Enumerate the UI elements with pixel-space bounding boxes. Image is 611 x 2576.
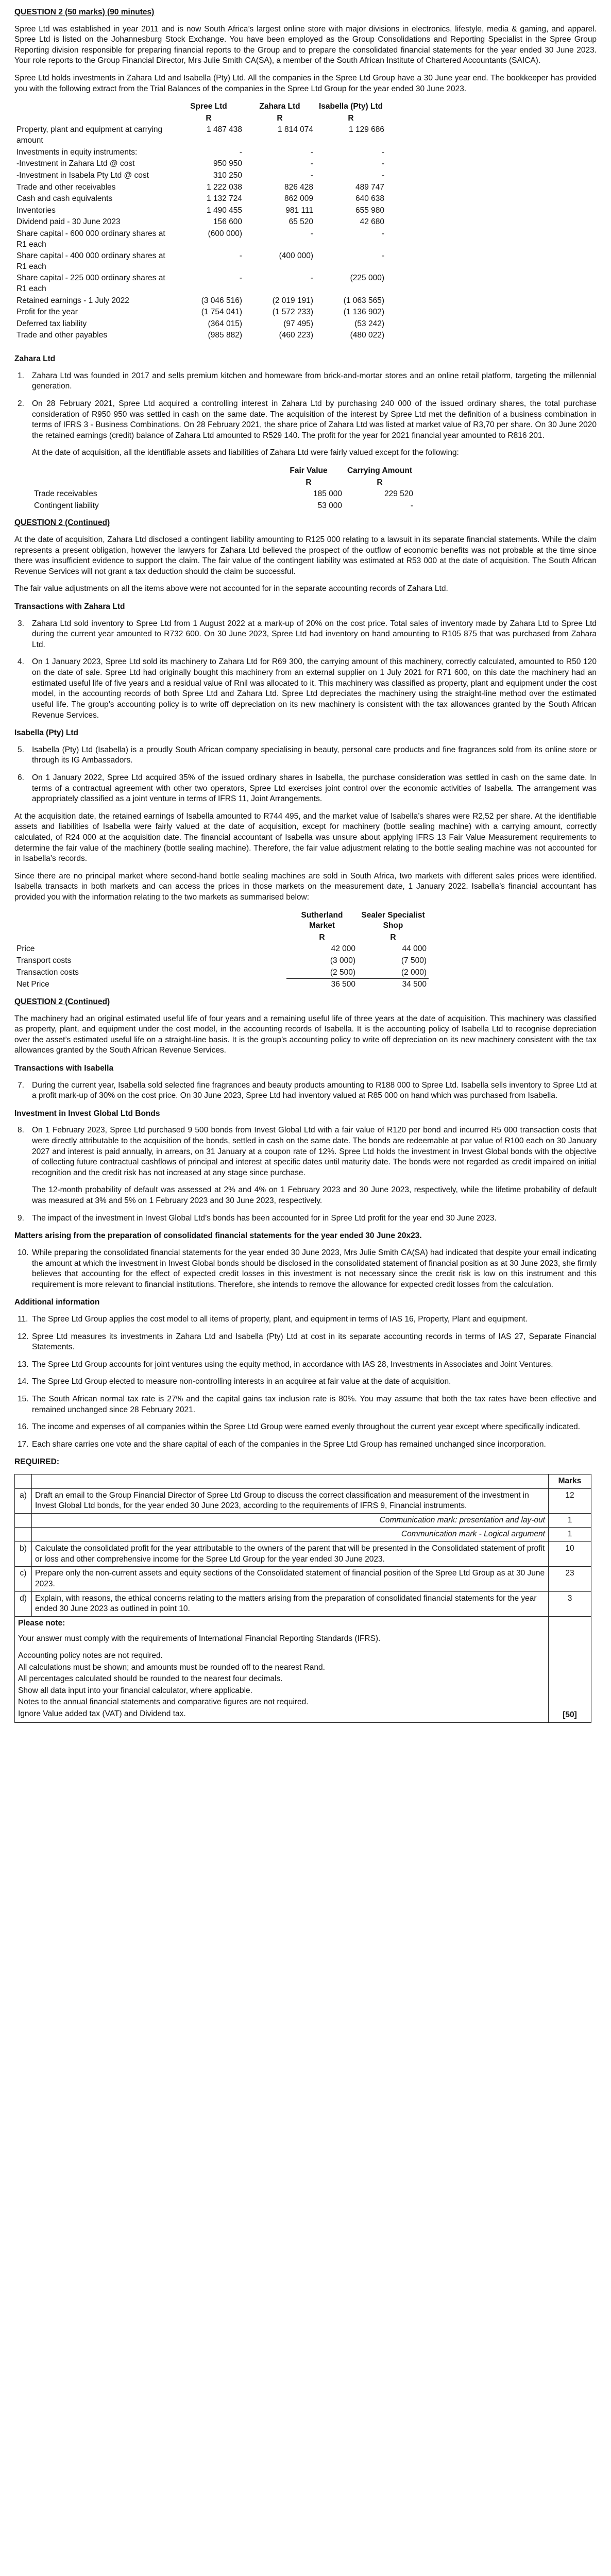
label-cell: -Investment in Zahara Ltd @ cost [16,159,135,168]
value-cell: 1 129 686 [349,125,384,134]
value-cell: (600 000) [208,229,242,238]
column-header [14,910,286,932]
item-number: 17. [18,1439,29,1449]
value-cell: - [381,147,384,157]
numbered-item [14,1394,597,1415]
label-cell: Trade receivables [34,489,97,499]
required-text: Calculate the consolidated profit for the year attributable to the owners of the parent that will be presented in the Consolidated statement of profit or loss and other comprehensive income for the Spree Ltd Group for the year ended 30 June 2023. [32,1542,549,1567]
additional-info-heading: Additional information [14,1298,100,1307]
label-cell: Cash and cash equivalents [16,194,113,204]
column-header: Spree Ltd [190,102,227,111]
label-cell: Contingent liability [34,501,99,510]
item-text: Zahara Ltd sold inventory to Spree Ltd from 1 August 2022 at a mark-up of 20% on the cost price. Total sales of inventory made by Zahara Ltd to Spree Ltd during the current year amounted to R732 600. On 30 June 2023, Spree Ltd had inventory on hand amounting to R105 875 that was purchased from Zahara Ltd. [32,619,597,649]
unit-cell: R [306,478,312,487]
value-cell: (2 000) [358,967,429,979]
table-row [14,943,429,955]
value-cell: 229 520 [384,489,413,499]
numbered-item [14,1377,597,1387]
isabella-acquisition-section [14,811,597,903]
numbered-item [14,1332,597,1353]
column-header: Sutherland Market [301,910,343,930]
table-unit-row [14,113,386,125]
value-cell: 826 428 [284,182,313,192]
table-row [14,979,429,991]
value-cell: 310 250 [213,171,242,180]
table-row [32,500,415,512]
please-note-label: Please note: [18,1618,65,1628]
numbered-item [14,1439,597,1450]
required-marks: 23 [549,1567,591,1591]
value-cell: - [310,274,313,283]
unit-cell: R [377,478,383,487]
table-row [14,182,386,194]
value-cell: 655 980 [355,206,384,215]
table-row [14,170,386,182]
column-header: Carrying Amount [347,466,412,475]
label-cell: Trade and other receivables [16,182,116,192]
table-unit-row [32,477,415,489]
total-marks: [50] [549,1616,591,1722]
label-cell: Share capital - 400 000 ordinary shares at R1 each [16,251,165,271]
value-cell: - [381,171,384,180]
value-cell: (53 242) [354,319,384,328]
value-cell: 981 111 [285,206,313,215]
markets-table [14,910,429,991]
label-cell: Profit for the year [16,308,78,317]
required-row [15,1528,591,1542]
value-cell: - [381,251,384,261]
value-cell: 489 747 [355,182,384,192]
value-cell: (1 754 041) [201,308,242,317]
item-text: Each share carries one vote and the share capital of each of the companies in the Spree Ltd Group has remained unchanged since incorporation. [32,1439,546,1449]
table-row [14,147,386,159]
invest-global-impact [14,1213,597,1224]
column-header [32,465,273,477]
value-cell: (3 046 516) [201,296,242,305]
isabella-heading: Isabella (Pty) Ltd [14,728,79,738]
table-row [14,307,386,318]
item-text: The Spree Ltd Group accounts for joint ventures using the equity method, in accordance with IAS 28, Investments in Associates and Joint Ventures. [32,1360,553,1369]
label-cell: Investments in equity instruments: [16,147,138,157]
item-text: Isabella (Pty) Ltd (Isabella) is a proudly South African company specialising in beauty, personal care products and fine fragrances sold from its online store or through its IG Ambassadors. [32,745,597,765]
item-text: While preparing the consolidated financial statements for the year ended 30 June 2023, Mrs Julie Smith CA(SA) had indicated that despite your email indicating the amount at which the investment in Invest Global bonds should be disclosed in the consolidated statement of financial position as at 30 June 2023, she firmly believes that accounting for the effect of expected credit losses in this investment is not necessary since the credit risk is low on this instrument and this requirement is more relevant to financial institutions. Therefore, she intends to remove the allowance for expected credit losses from the calculation. [32,1248,597,1289]
label-cell: Net Price [16,980,49,989]
item-number: 12. [18,1332,29,1341]
value-cell: 42 680 [360,217,384,227]
zahara-heading: Zahara Ltd [14,354,56,364]
item-text: Zahara Ltd was founded in 2017 and sells premium kitchen and homeware from brick-and-mortar stores and an online retail platform, targeting the millennial generation. [32,371,597,391]
matters-arising-heading: Matters arising from the preparation of consolidated financial statements for the year ended 30 June 20x23. [14,1231,422,1241]
machinery-section [14,1014,597,1056]
value-cell: 36 500 [286,979,358,991]
numbered-item [14,1213,597,1224]
empty-cell [15,1475,32,1489]
contingent-liability-section [14,535,597,595]
note-line: Your answer must comply with the requirements of International Financial Reporting Standards (IFRS). [18,1634,381,1643]
table-row [14,228,386,250]
item-number: 10. [18,1248,29,1257]
note-line: Accounting policy notes are not required. [18,1651,163,1660]
table-row [14,318,386,330]
item-number: 5. [18,745,24,754]
notes-cell [15,1616,549,1722]
table-row [14,330,386,342]
table-header-row [32,465,415,477]
value-cell: (2 019 191) [272,296,313,305]
paragraph: Since there are no principal market where second-hand bottle sealing machines are sold in South Africa, two markets with different sales prices were identified. Isabella transacts in both markets and can access the prices in those markets on the measurement date, 1 January 2022. Isabella’s financial accountant has provided you with the information relating to the two markets as summarised below: [14,871,597,902]
label-cell: Deferred tax liability [16,319,87,328]
required-header-row [15,1475,591,1489]
value-cell: (1 136 902) [343,308,384,317]
value-cell: 44 000 [402,944,427,954]
paragraph: The fair value adjustments on all the items above were not accounted for in the separate accounting records of Zahara Ltd. [14,584,448,594]
table-row [14,967,429,979]
column-header [14,101,173,113]
value-cell: 65 520 [288,217,313,227]
label-cell: Retained earnings - 1 July 2022 [16,296,129,305]
required-letter: b) [15,1542,32,1567]
transactions-zahara-heading: Transactions with Zahara Ltd [14,602,125,612]
table-row [14,205,386,217]
zahara-transactions [14,619,597,721]
continued-heading-1: QUESTION 2 (Continued) [14,518,110,528]
unit-cell: R [390,933,396,942]
required-heading: REQUIRED: [14,1458,59,1467]
item-text: The income and expenses of all companies within the Spree Ltd Group were earned evenly throughout the current year except where specifically indicated. [32,1422,581,1432]
item-text: The impact of the investment in Invest Global Ltd’s bonds has been accounted for in Spree Ltd profit for the year end 30 June 2023. [32,1213,497,1223]
value-cell: 1 814 074 [278,125,313,134]
numbered-item [14,619,597,651]
item-text: The Spree Ltd Group elected to measure non-controlling interests in an acquiree at fair value at the date of acquisition. [32,1377,451,1386]
value-cell: - [381,229,384,238]
notes-row [15,1616,591,1722]
probability-of-default-text: The 12-month probability of default was assessed at 2% and 4% on 1 February 2023 and 30 June 2023, respectively, while the lifetime probability of default was measured at 3% and 5% on 1 February 2023 and 30 June 2023, respectively. [32,1185,597,1206]
item-number: 2. [18,399,24,408]
table-row [14,295,386,307]
item-number: 6. [18,773,24,782]
label-cell: Transport costs [16,956,72,965]
value-cell: (3 000) [330,956,355,965]
value-cell: - [310,159,313,168]
numbered-item [14,1422,597,1433]
additional-info-items [14,1314,597,1450]
transactions-isabella-heading: Transactions with Isabella [14,1063,114,1073]
value-cell: 185 000 [313,489,342,499]
numbered-item [14,745,597,766]
fair-value-intro: At the date of acquisition, all the identifiable assets and liabilities of Zahara Ltd were fairly valued except for the following: [32,448,459,457]
numbered-item [14,1248,597,1290]
item-text: During the current year, Isabella sold selected fine fragrances and beauty products amounting to R188 000 to Spree Ltd. Isabella sells inventory to Spree Ltd at a profit mark-up of 30% on the cost price. On 30 June 2023, Spree Ltd had inventory valued at R85 000 on hand which was purchased from Isabella. [32,1080,597,1100]
required-marks: 1 [549,1513,591,1528]
value-cell: 640 638 [355,194,384,204]
unit-cell: R [277,113,283,123]
paragraph: At the date of acquisition, Zahara Ltd disclosed a contingent liability amounting to R125 000 relating to a lawsuit in its separate financial statements. While the claim represents a present obligation, however the lawyers for Zahara Ltd believed the prospect of the outflow of economic benefits was not probable at the time since there was insufficient evidence to support the claim. The fair value of the contingent liability was estimated at R53 000 at the date of acquisition. The South African Revenue Services will not grant a tax deduction should the claim be successful. [14,535,597,576]
required-row [15,1567,591,1591]
marks-header: Marks [549,1475,591,1489]
table-unit-row [14,932,429,944]
invest-global-items [14,1125,597,1178]
value-cell: - [239,251,242,261]
value-cell: 156 600 [213,217,242,227]
unit-cell: R [206,113,212,123]
value-cell: 42 000 [331,944,355,954]
table-row [14,216,386,228]
value-cell: (364 015) [208,319,242,328]
value-cell: 1 222 038 [207,182,242,192]
value-cell: (7 500) [401,956,427,965]
paragraph: The machinery had an original estimated useful life of four years and a remaining useful life of three years at the date of acquisition. This machinery was classified as property, plant, and equipment under the cost model, in the accounting records of Isabella. It is the accounting policy of Isabella Ltd to recognise depreciation over the asset’s estimated useful life on a straight-line basis. It is the group’s accounting policy to write off depreciation on its new machinery consistent with the tax allowances granted by the South African Revenue Services. [14,1014,597,1055]
table-row [14,124,386,146]
value-cell: (480 022) [350,331,384,340]
item-text: On 28 February 2021, Spree Ltd acquired a controlling interest in Zahara Ltd by purchasing 240 000 of the issued ordinary shares, the total purchase consideration of R950 950 was settled in cash on the same date. The acquisition of the interest by Spree Ltd met the definition of a business combination in terms of IFRS 3 - Business Combinations. On 28 February 2021, the share price of Zahara Ltd was listed at market value of R3,70 per share. On 30 June 2020 the retained earnings (credit) balance of Zahara Ltd amounted to R529 140. The profit for the year for 2021 financial year amounted to R816 201. [32,399,597,440]
value-cell: (460 223) [279,331,313,340]
required-table [14,1474,591,1723]
unit-cell: R [319,933,325,942]
value-cell: (97 495) [283,319,313,328]
table-header-row [14,101,386,113]
isabella-items [14,745,597,805]
paragraph: Spree Ltd was established in year 2011 and is now South Africa’s largest online store with major divisions in electronics, lifestyle, media & gaming, and apparel. Spree Ltd is listed on the Johannesburg Stock Exchange. You have been employed as the Group Consolidations and Reporting Specialist in the Spree Group Reporting division responsible for preparing financial reports to the Group and to prepare the consolidated financial statements for the year ended 30 June 2023. Your role reports to the Group Financial Director, Mrs Julie Smith CA(SA), a member of the South African Institute of Chartered Accountants (SAICA). [14,24,597,65]
numbered-item [14,371,597,392]
isabella-transactions [14,1080,597,1101]
numbered-item [14,773,597,805]
value-cell: (2 500) [286,967,358,979]
value-cell: 862 009 [284,194,313,204]
matters-arising-items [14,1248,597,1290]
item-number: 7. [18,1080,24,1090]
value-cell: (1 572 233) [272,308,313,317]
continued-heading-2: QUESTION 2 (Continued) [14,997,110,1006]
label-cell: Dividend paid - 30 June 2023 [16,217,121,227]
value-cell: - [310,171,313,180]
item-text: Spree Ltd measures its investments in Zahara Ltd and Isabella (Pty) Ltd at cost in its separate accounting records in terms of IAS 27, Separate Financial Statements. [32,1332,597,1352]
required-marks: 1 [549,1528,591,1542]
note-line: Ignore Value added tax (VAT) and Dividend tax. [18,1709,186,1718]
item-number: 1. [18,371,24,380]
numbered-item [14,1125,597,1178]
value-cell: (985 882) [208,331,242,340]
value-cell: 1 132 724 [207,194,242,204]
table-header-row [14,910,429,932]
item-number: 9. [18,1213,24,1223]
note-line: All percentages calculated should be rounded to the nearest four decimals. [18,1674,283,1684]
value-cell: 53 000 [317,501,342,510]
value-cell: (1 063 565) [343,296,384,305]
required-marks: 10 [549,1542,591,1567]
note-line: Notes to the annual financial statements and comparative figures are not required. [18,1698,309,1707]
note-line: Show all data input into your financial calculator, where applicable. [18,1686,252,1695]
required-marks: 3 [549,1591,591,1616]
required-row [15,1591,591,1616]
label-cell: Share capital - 225 000 ordinary shares at R1 each [16,274,165,294]
table-row [14,955,429,967]
value-cell: 1 487 438 [207,125,242,134]
zahara-items [14,371,597,442]
value-cell: 34 500 [358,979,429,991]
value-cell: - [381,159,384,168]
column-header: Sealer Specialist Shop [361,910,425,930]
numbered-item [14,657,597,721]
unit-cell [14,113,173,125]
value-cell: (400 000) [279,251,313,261]
label-cell: Trade and other payables [16,331,108,340]
required-letter: c) [15,1567,32,1591]
table-row [14,273,386,295]
item-number: 15. [18,1394,29,1403]
label-cell: -Investment in Isabela Pty Ltd @ cost [16,171,149,180]
numbered-item [14,399,597,441]
item-number: 3. [18,619,24,628]
intro-section [14,24,597,95]
value-cell: 950 950 [213,159,242,168]
column-header: Isabella (Pty) Ltd [318,102,383,111]
required-row [15,1513,591,1528]
required-text: Communication mark - Logical argument [32,1528,549,1542]
value-cell: - [410,501,413,510]
item-number: 14. [18,1377,29,1386]
value-cell: - [239,274,242,283]
item-text: The South African normal tax rate is 27% and the capital gains tax inclusion rate is 80%. You may assume that both the tax rates have been effective and remained unchanged since 28 February 2021. [32,1394,597,1414]
fair-value-table [32,465,415,512]
column-header: Zahara Ltd [259,102,300,111]
table-row [14,193,386,205]
numbered-item [14,1314,597,1325]
label-cell: Property, plant and equipment at carrying amount [16,125,163,145]
label-cell: Inventories [16,206,56,215]
item-number: 4. [18,657,24,667]
item-text: On 1 February 2023, Spree Ltd purchased 9 500 bonds from Invest Global Ltd with a fair value of R120 per bond and incurred R5 000 transaction costs that were directly attributable to the acquisition of the bonds, settled in cash on the same date. The bonds are redeemable at par value of R100 each on 30 January 2027 and interest is paid annually, in arrears, on 31 January at a coupon rate of 12%. Spree Ltd holds the investment in Invest Global bonds with the objective of collecting future contractual cashflows of principal and interest at specific dates until maturity date. The bonds were not regarded as credit impaired on initial recognition and the credit risk has not increased at any stage since purchase. [32,1126,597,1177]
numbered-item [14,1080,597,1101]
numbered-item [14,1360,597,1370]
item-text: On 1 January 2023, Spree Ltd sold its machinery to Zahara Ltd for R69 300, the carrying amount of this machinery, correctly calculated, amounted to R50 120 on the date of sale. Spree Ltd had originally bought this machinery from an external supplier on 1 July 2021 for R71 600, on this date the machinery had an estimated useful life of five years and a residual value of Rnil was allocated to it. This machinery was classified as property, plant and equipment under the cost model, in the accounting records of both Spree Ltd and Zahara Ltd. Spree Ltd depreciates the machinery using the straight-line method over the estimated useful life. The group’s accounting policy is to write off depreciation on its new machinery is consistent with the tax allowances granted by the South African Revenue Services. [32,657,597,720]
item-number: 13. [18,1360,29,1369]
required-row [15,1542,591,1567]
unit-cell [32,477,273,489]
required-text: Communication mark: presentation and lay-out [32,1513,549,1528]
value-cell: - [310,147,313,157]
item-number: 11. [18,1314,28,1324]
value-cell: 1 490 455 [207,206,242,215]
label-cell: Price [16,944,35,954]
item-text: On 1 January 2022, Spree Ltd acquired 35% of the issued ordinary shares in Isabella, the purchase consideration was settled in cash on the same date. In terms of a contractual agreement with other two operators, Spree Ltd exercises joint control over the economic activities of Isabella. The arrangement was appropriately classified as a joint venture in terms of IFRS 11, Joint Arrangements. [32,773,597,804]
required-marks: 12 [549,1488,591,1513]
required-text: Draft an email to the Group Financial Director of Spree Ltd Group to discuss the correct classification and measurement of the investment in Invest Global Ltd bonds, for the year ended 30 June 2023, according to the requirements of IFRS 9, Financial instruments. [32,1488,549,1513]
value-cell: - [310,229,313,238]
table-row [32,488,415,500]
question-title: QUESTION 2 (50 marks) (90 minutes) [14,8,155,16]
table-row [14,158,386,170]
invest-global-heading: Investment in Invest Global Ltd Bonds [14,1109,160,1118]
required-letter: d) [15,1591,32,1616]
note-line: All calculations must be shown; and amounts must be rounded off to the nearest Rand. [18,1663,325,1672]
paragraph: At the acquisition date, the retained earnings of Isabella amounted to R744 495, and the market value of Isabella’s shares were R2,52 per share. At the identifiable assets and liabilities of Isabella were fairly valued at the date of acquisition, except for machinery (bottle sealing machine) with a carrying amount, correctly calculated, of R24 000 at the acquisition date. The financial accountant of Isabella was unsure about applying IFRS 13 Fair Value Measurement requirements to determine the fair value of the machinery (bottle sealing machine). Therefore, the fair value adjustment relating to the bottle sealing machine was not accounted for in Isabella’s records. [14,811,597,863]
required-letter [15,1513,32,1528]
required-text: Explain, with reasons, the ethical concerns relating to the matters arising from the preparation of consolidated financial statements for the year ended 30 June 2023 as outlined in point 10. [32,1591,549,1616]
label-cell: Share capital - 600 000 ordinary shares at R1 each [16,229,165,249]
value-cell: (225 000) [350,274,384,283]
label-cell: Transaction costs [16,968,79,977]
unit-cell [14,932,286,944]
empty-cell [32,1475,549,1489]
required-letter: a) [15,1488,32,1513]
unit-cell: R [348,113,354,123]
paragraph: Spree Ltd holds investments in Zahara Ltd and Isabella (Pty) Ltd. All the companies in the Spree Ltd Group have a 30 June year end. The bookkeeper has provided you with the following extract from the Trial Balances of the companies in the Spree Ltd Group for the year ended 30 June 2023. [14,74,597,93]
required-row [15,1488,591,1513]
item-text: The Spree Ltd Group applies the cost model to all items of property, plant, and equipment in terms of IAS 16, Property, Plant and equipment. [32,1314,528,1324]
column-header: Fair Value [290,466,328,475]
item-number: 8. [18,1126,24,1135]
required-text: Prepare only the non-current assets and equity sections of the Consolidated statement of financial position of the Spree Ltd Group as at 30 June 2023. [32,1567,549,1591]
item-number: 16. [18,1422,29,1432]
value-cell: - [239,147,242,157]
required-letter [15,1528,32,1542]
trial-balance-table [14,101,386,342]
table-row [14,250,386,273]
